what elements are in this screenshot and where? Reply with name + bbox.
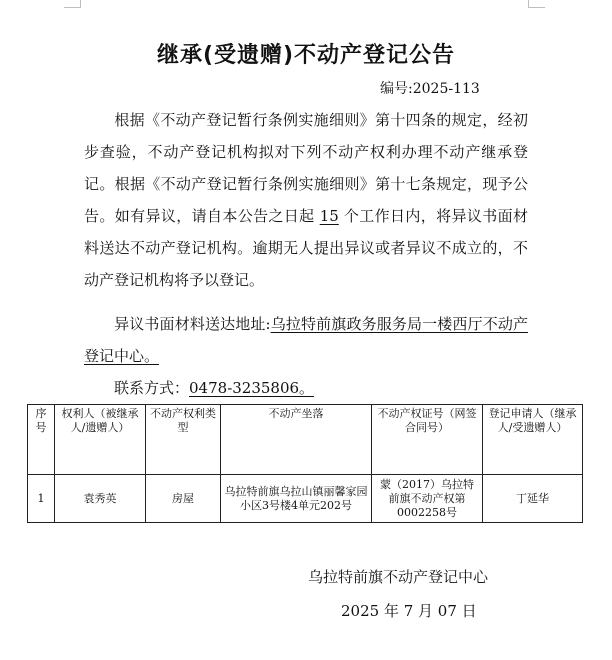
table-header-row: [28, 405, 583, 475]
cell-right-holder: 袁秀英: [55, 475, 146, 523]
cell-location: 乌拉特前旗乌拉山镇丽馨家园小区3号楼4单元202号: [221, 475, 372, 523]
address-value: 乌拉特前旗政务服务局一楼西厅不动产登记中心。: [84, 315, 528, 365]
table-row: [28, 475, 583, 523]
crop-mark-left: [64, 0, 81, 8]
header-location: 不动产坐落: [221, 405, 372, 475]
header-right-holder: 权利人（被继承人/遗赠人）: [55, 405, 146, 475]
notice-title: 继承(受遗赠)不动产登记公告: [156, 43, 456, 68]
property-records-table: [27, 404, 583, 523]
header-certificate-number: 不动产权证号（网签合同号）: [372, 405, 483, 475]
contact-paragraph: [84, 372, 528, 404]
header-right-type: 不动产权利类型: [146, 405, 221, 475]
body-text-after-days: 个工作日内，将异议书面材料送达不动产登记机构。逾期无人提出异议或者异议不成立的，不动产登记机构将予以登记。: [84, 207, 528, 289]
header-serial: 序号: [28, 405, 55, 475]
contact-label: 联系方式：: [114, 379, 190, 397]
cell-certificate-number: 蒙（2017）乌拉特前旗不动产权第0002258号: [372, 475, 483, 523]
objection-days: 15: [319, 207, 339, 225]
cell-applicant: 丁延华: [483, 475, 583, 523]
issuing-organization: 乌拉特前旗不动产登记中心: [308, 568, 489, 586]
notice-body-paragraph: [84, 104, 528, 296]
crop-mark-right: [528, 0, 545, 8]
header-applicant: 登记申请人（继承人/受遗赠人）: [483, 405, 583, 475]
document-number: 编号:2025-113: [380, 81, 480, 97]
cell-serial: 1: [28, 475, 55, 523]
objection-address-paragraph: [84, 308, 528, 372]
body-text-before-days: 根据《不动产登记暂行条例实施细则》第十四条的规定，经初步查验，不动产登记机构拟对下列不动产权利办理不动产继承登记。根据《不动产登记暂行条例实施细则》第十七条规定，现予公告。如有异议，请自本公告之日起: [84, 111, 528, 225]
cell-right-type: 房屋: [146, 475, 221, 523]
contact-phone: 0478-3235806。: [189, 379, 315, 397]
issue-date: 2025 年 7 月 07 日: [341, 602, 477, 620]
address-label: 异议书面材料送达地址:: [114, 315, 271, 333]
